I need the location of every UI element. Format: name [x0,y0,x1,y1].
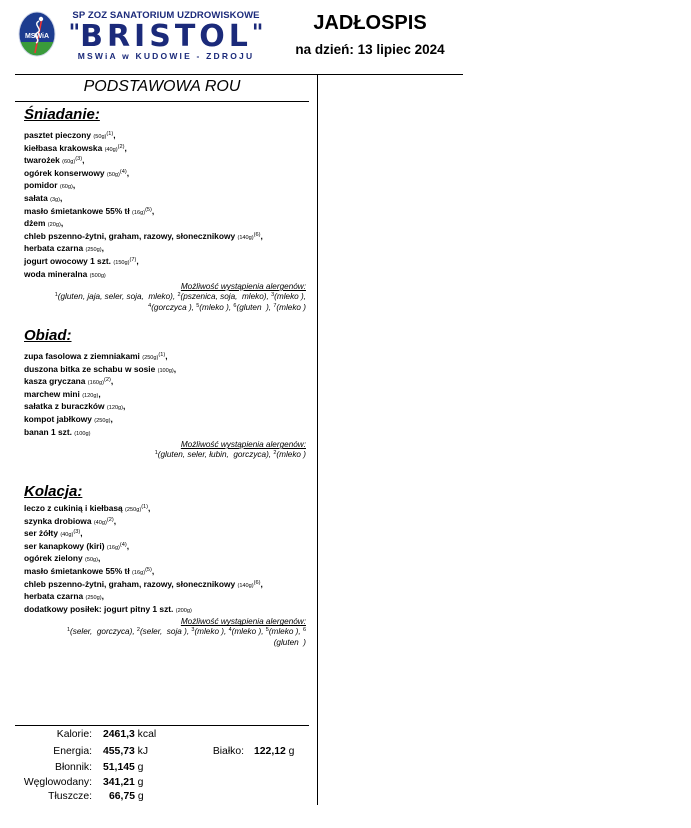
allergen-heading: Możliwość wystąpienia alergenów: [180,282,306,292]
fiber-unit: g [137,762,144,773]
menu-item: ogórek konserwowy $(50g)^{(4)}$, [24,167,130,178]
meal-section-dinner [24,483,310,648]
menu-item: kompot jabłkowy (250g), [24,413,113,424]
allergen-ref: (6) [253,231,261,238]
allergen-number: 3 [271,292,275,299]
allergen-description: (pszenica, soja, mleko), [180,292,272,302]
allergen-ref: (4) [119,541,127,548]
energy-unit: kJ [137,746,149,757]
allergen-ref: (2) [106,516,114,523]
menu-item [24,269,310,282]
nutrition-label: Błonnik: [55,762,92,773]
menu-item-name: chleb pszenno-żytni, graham, razowy, słonecznikowy [24,230,236,241]
carbs-unit: g [137,777,144,788]
allergen-ref: (6) [253,579,261,586]
menu-item-portion: (120g) [82,392,99,399]
menu-item-portion: (16g) [106,544,120,551]
menu-item: sałatka z buraczków (120g), [24,401,126,412]
protein-value: 122,12 [254,746,286,757]
menu-item-name: woda mineralna [24,268,88,279]
diet-title: PODSTAWOWA ROU [83,78,241,95]
nutrition-label: Węglowodany: [23,777,92,788]
logo-location: MSWiA w KUDOWIE - ZDROJU [77,51,255,61]
allergen-number: 1 [66,627,70,634]
allergen-number: 4 [148,302,152,309]
menu-item-portion: (3g) [50,196,61,203]
mswia-emblem-logo [18,11,56,57]
allergen-number: 3 [191,627,195,634]
nutrition-label: Tłuszcze: [48,791,92,802]
fiber-value: 51,145 [103,762,135,773]
document-title: JADŁOSPIS [313,12,427,34]
menu-item: masło śmietankowe 55% tł $(16g)^{(5)}$, [24,205,155,216]
menu-item-name: sałata [24,192,48,203]
allergen-number: 2 [177,292,181,299]
meal-title: Obiad: [24,327,72,344]
menu-item-name: szynka drobiowa [24,515,94,526]
fat-unit: g [137,791,144,802]
nutrition-label: Kalorie: [56,729,92,740]
allergen-line [24,638,306,649]
menu-item: jogurt owocowy 1 szt. $(150g)^{(7)}$, [24,255,139,266]
column-divider [317,75,318,805]
nutrition-value [109,791,144,802]
menu-item-portion: (140g) [237,234,254,241]
menu-item: herbata czarna (250g), [24,243,104,254]
meal-title: Śniadanie: [24,106,100,123]
menu-item-name: marchew mini [24,388,80,399]
meal-items [24,503,310,616]
menu-item: masło śmietankowe 55% tł $(16g)^{(5)}$, [24,565,155,576]
allergen-description: (gluten, jaja, seler, soja, mleko), [57,292,178,302]
allergen-ref: (2) [117,143,125,150]
carbs-value: 341,21 [103,777,135,788]
menu-item-name: duszona bitka ze schabu w sosie [24,363,156,374]
allergen-ref: (7) [129,256,137,263]
menu-item-portion: (20g) [47,222,61,229]
menu-item-portion: (16g) [132,569,146,576]
menu-item-name: masło śmietankowe 55% tł [24,205,130,216]
menu-item-name: sałatka z buraczków [24,401,105,412]
meal-section-breakfast [24,106,310,313]
calories-value: 2461,3 [103,729,135,740]
menu-item-name: ogórek zielony [24,553,83,564]
meal-title: Kolacja: [24,483,83,500]
menu-item-portion: (50g) [93,134,107,140]
menu-item-name: ser żółty [24,528,61,539]
menu-item-portion: (250g) [125,507,142,513]
menu-item: chleb pszenno-żytni, graham, razowy, słonecznikowy $(140g)^{(6)}$, [24,578,263,589]
menu-item-name: leczo z cukinią i kiełbasą [24,503,123,513]
menu-item: szynka drobiowa $(40g)^{(2)}$, [24,515,117,526]
allergen-description: (seler, soja ), [139,627,192,637]
allergen-list [24,627,310,648]
menu-item: zupa fasolowa z ziemniakami $(250g)^{(1)}$, [24,351,168,361]
protein-unit: g [288,746,295,757]
allergen-line [24,292,306,303]
allergen-number: 5 [265,627,269,634]
allergen-number: 2 [273,450,277,457]
allergen-ref: (1) [158,352,166,358]
allergen-description: (mleko ), [231,627,266,637]
logo-name-text: BRISTOL [80,19,252,54]
meal-items [24,351,310,439]
menu-item-portion: (250g) [94,417,111,424]
menu-item-name: ogórek konserwowy [24,167,107,178]
allergen-description: (seler, gorczyca), [70,627,137,637]
allergen-number: 7 [273,302,277,309]
menu-item-portion: (250g) [85,595,102,602]
nutrition-divider [15,725,309,726]
menu-item: leczo z cukinią i kiełbasą $(250g)^{(1)}$, [24,503,151,513]
energy-value: 455,73 [103,746,135,757]
menu-item-portion: (250g) [142,355,159,361]
menu-item-name: kasza gryczana [24,376,88,387]
menu-item: chleb pszenno-żytni, graham, razowy, słonecznikowy $(140g)^{(6)}$, [24,230,263,241]
allergen-ref: (4) [119,168,127,175]
allergen-number: 6 [302,627,306,634]
menu-item-name: kompot jabłkowy [24,413,92,424]
menu-item: kiełbasa krakowska $(40g)^{(2)}$, [24,142,127,153]
nutrition-value [103,729,156,740]
allergen-description: (mleko ), [194,627,229,637]
menu-item: kasza gryczana $(160g)^{(2)}$, [24,376,114,387]
allergen-number: 6 [233,302,237,309]
allergen-line [24,450,306,461]
allergen-list [24,292,310,313]
menu-item-name: jogurt owocowy 1 szt. [24,255,112,266]
menu-item-portion: (40g) [60,532,74,539]
menu-date: na dzień: 13 lipiec 2024 [295,42,445,57]
menu-item-portion: (60g) [62,159,76,166]
nutrition-value [103,777,143,788]
allergen-line [24,303,306,314]
menu-item-portion: (100g) [157,367,174,374]
allergen-number: 2 [136,627,140,634]
menu-item-portion: (100g) [74,430,91,437]
allergen-ref: (1) [141,504,149,510]
menu-item-name: herbata czarna [24,591,84,602]
meal-section-lunch [24,327,310,461]
menu-item-portion: (200g) [175,607,192,614]
allergen-ref: (5) [145,566,152,573]
allergen-ref: (3) [75,156,83,163]
menu-item-portion: (50g) [84,557,99,564]
allergen-number: 4 [228,627,232,634]
fat-value: 66,75 [109,791,136,802]
menu-item: dżem (20g), [24,218,64,229]
allergen-number: 1 [154,450,158,457]
allergen-ref: (2) [103,377,111,384]
menu-item-name: twarożek [24,155,60,166]
allergen-description: (mleko ), [274,292,306,302]
menu-item-name: kiełbasa krakowska [24,142,105,153]
allergen-ref: (1) [106,131,114,137]
allergen-line [24,627,306,638]
menu-item-portion: (500g) [89,272,106,279]
allergen-description: (gluten, seler, łubin, gorczyca), [157,450,274,460]
menu-item-portion: (40g) [104,146,118,153]
menu-item-name: banan 1 szt. [24,426,72,437]
menu-item-name: pasztet pieczony [24,130,92,140]
emblem-text: MSWiA [24,33,50,40]
menu-item-portion: (160g) [87,380,104,387]
menu-item-portion: (60g) [59,184,73,191]
allergen-description: (gluten ) [273,637,306,647]
nutrition-label: Energia: [53,746,92,757]
allergen-heading: Możliwość wystąpienia alergenów: [180,617,306,627]
menu-item-name: pomidor [24,180,58,191]
menu-item-portion: (50g) [106,171,120,178]
diet-title-divider [15,101,309,102]
menu-item-name: zupa fasolowa z ziemniakami [24,351,140,361]
menu-item-portion: (120g) [106,405,124,412]
logo-name: "BRISTOL" [68,19,264,54]
allergen-list [24,450,310,461]
allergen-heading: Możliwość wystąpienia alergenów: [180,440,306,450]
menu-item: ser kanapkowy (kiri) $(16g)^{(4)}$, [24,540,130,551]
allergen-ref: (5) [145,206,152,213]
menu-item: sałata (3g), [24,192,63,203]
allergen-number: 1 [54,292,58,299]
header-divider [15,74,463,75]
meal-items [24,130,310,281]
menu-item-portion: (140g) [237,582,254,589]
nutrition-value [103,762,143,773]
menu-item: ser żółty $(40g)^{(3)}$, [24,528,83,539]
allergen-description: (mleko ), [199,302,234,312]
menu-item: herbata czarna (250g), [24,591,104,602]
menu-item-name: ser kanapkowy (kiri) [24,540,105,551]
menu-item: ogórek zielony (50g), [24,553,101,564]
menu-item-name: dżem [24,218,48,229]
menu-item-portion: (150g) [113,259,130,266]
menu-item: pomidor (60g), [24,180,76,191]
calories-unit: kcal [137,729,157,740]
menu-item-portion: (40g) [93,519,107,526]
menu-item-name: masło śmietankowe 55% tł [24,565,130,576]
menu-item-name: herbata czarna [24,243,84,254]
allergen-description: (gluten ), [236,302,274,312]
allergen-description: (mleko ) [276,302,306,312]
menu-item: marchew mini (120g), [24,388,101,399]
allergen-ref: (3) [73,529,81,536]
allergen-description: (gorczyca ), [151,302,197,312]
nutrition-value [254,746,294,757]
menu-item: duszona bitka ze schabu w sosie (100g), [24,363,177,374]
menu-item [24,604,310,617]
logo-subtitle: SP ZOZ SANATORIUM UZDROWISKOWE [72,10,260,21]
nutrition-label: Białko: [212,746,244,757]
menu-item-name: chleb pszenno-żytni, graham, razowy, słonecznikowy [24,578,236,589]
allergen-description: (mleko ), [268,627,303,637]
menu-item-portion: (250g) [85,247,102,254]
allergen-description: (mleko ) [276,450,306,460]
menu-item-name: dodatkowy posiłek: jogurt pitny 1 szt. [24,603,174,614]
menu-item [24,427,310,440]
institution-logo [58,10,274,61]
allergen-number: 5 [196,302,200,309]
menu-item: pasztet pieczony $(50g)^{(1)}$, [24,130,116,140]
menu-item-portion: (16g) [132,209,146,216]
menu-item: twarożek $(60g)^{(3)}$, [24,155,85,166]
